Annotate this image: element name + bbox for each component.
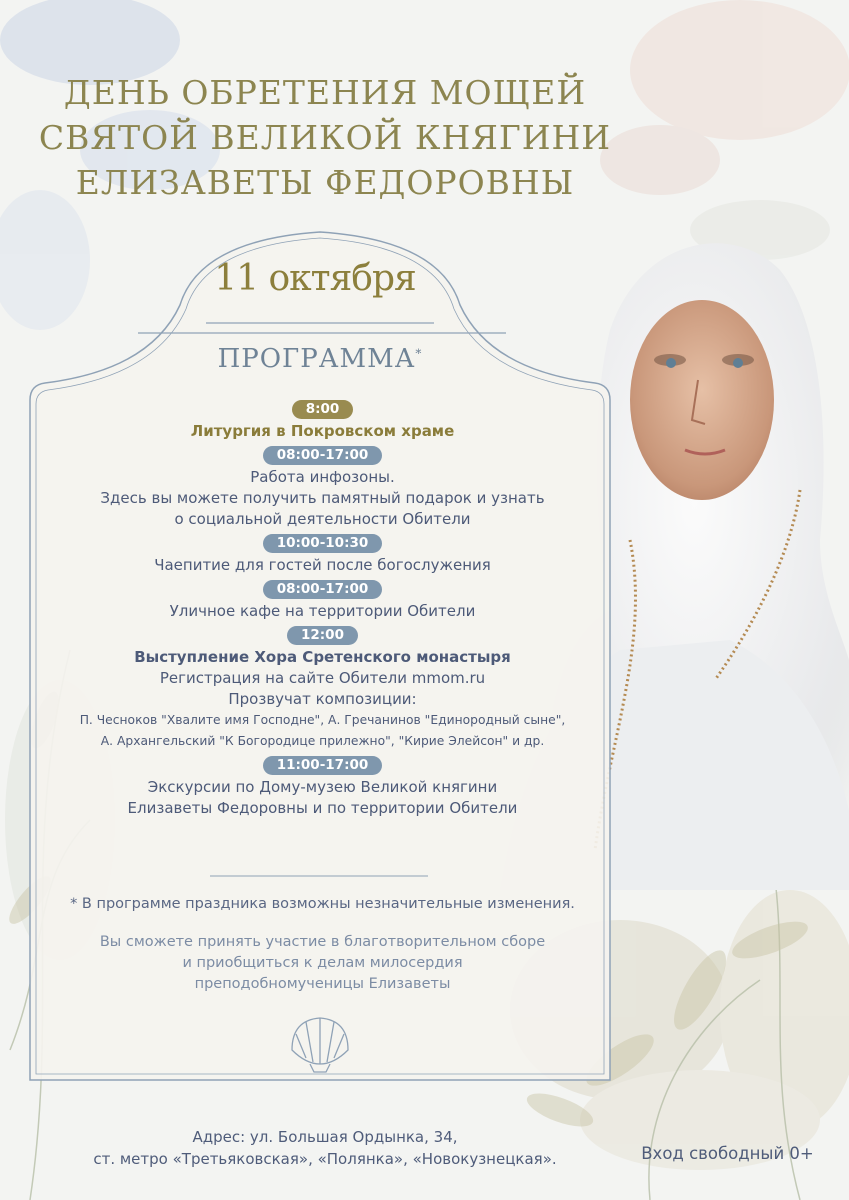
time-badge: 10:00-10:30 [263, 534, 383, 553]
program-title: ПРОГРАММА [217, 344, 416, 374]
address-line: Адрес: ул. Большая Ордынка, 34, [192, 1128, 458, 1146]
schedule-text: Здесь вы можете получить памятный подарок и узнать [100, 489, 545, 507]
title-line-1: ДЕНЬ ОБРЕТЕНИЯ МОЩЕЙ [63, 73, 587, 112]
time-badge: 11:00-17:00 [263, 756, 383, 775]
schedule-text: А. Архангельский "К Богородице прилежно", "Кирие Элейсон" и др. [100, 734, 545, 748]
program-heading [190, 344, 450, 374]
address-line: ст. метро «Третьяковская», «Полянка», «Новокузнецкая». [93, 1150, 557, 1168]
schedule-text: Чаепитие для гостей после богослужения [154, 556, 491, 574]
schedule-text: Прозвучат композиции: [228, 690, 417, 708]
charity-line: Вы сможете принять участие в благотворительном сборе [99, 934, 546, 950]
title-line-3: ЕЛИЗАВЕТЫ ФЕДОРОВНЫ [75, 163, 575, 202]
schedule-text: Регистрация на сайте Обители mmom.ru [159, 669, 486, 687]
program-footnote-mark: * [415, 346, 423, 361]
entry-info: Вход свободный 0+ [641, 1144, 814, 1163]
schedule-text: о социальной деятельности Обители [174, 510, 471, 528]
schedule-text: Работа инфозоны. [250, 468, 395, 486]
schedule-item [30, 444, 615, 528]
schedule-text: Елизаветы Федоровны и по территории Обители [127, 799, 518, 817]
charity-line: преподобномученицы Елизаветы [194, 976, 451, 992]
schedule-list [30, 398, 615, 821]
time-badge: 8:00 [292, 400, 354, 419]
address [40, 1126, 610, 1170]
schedule-text: П. Чесноков "Хвалите имя Господне", А. Гречанинов "Единородный сыне", [79, 713, 566, 727]
schedule-text: Уличное кафе на территории Обители [169, 602, 476, 620]
schedule-text: Литургия в Покровском храме [190, 422, 455, 440]
schedule-item [30, 578, 615, 620]
charity-text [30, 932, 615, 995]
schedule-item [30, 754, 615, 817]
footnote: * В программе праздника возможны незначительные изменения. [70, 896, 575, 912]
title-line-2: СВЯТОЙ ВЕЛИКОЙ КНЯГИНИ [38, 118, 612, 157]
schedule-item [30, 398, 615, 440]
time-badge: 08:00-17:00 [263, 446, 383, 465]
schedule-item [30, 624, 615, 750]
schedule-text: Экскурсии по Дому-музею Великой княгини [147, 778, 498, 796]
charity-line: и приобщиться к делам милосердия [182, 955, 463, 971]
event-date: 11 октября [214, 258, 416, 299]
time-badge: 08:00-17:00 [263, 580, 383, 599]
schedule-item [30, 532, 615, 574]
schedule-text: Выступление Хора Сретенского монастыря [134, 648, 511, 666]
time-badge: 12:00 [287, 626, 358, 645]
